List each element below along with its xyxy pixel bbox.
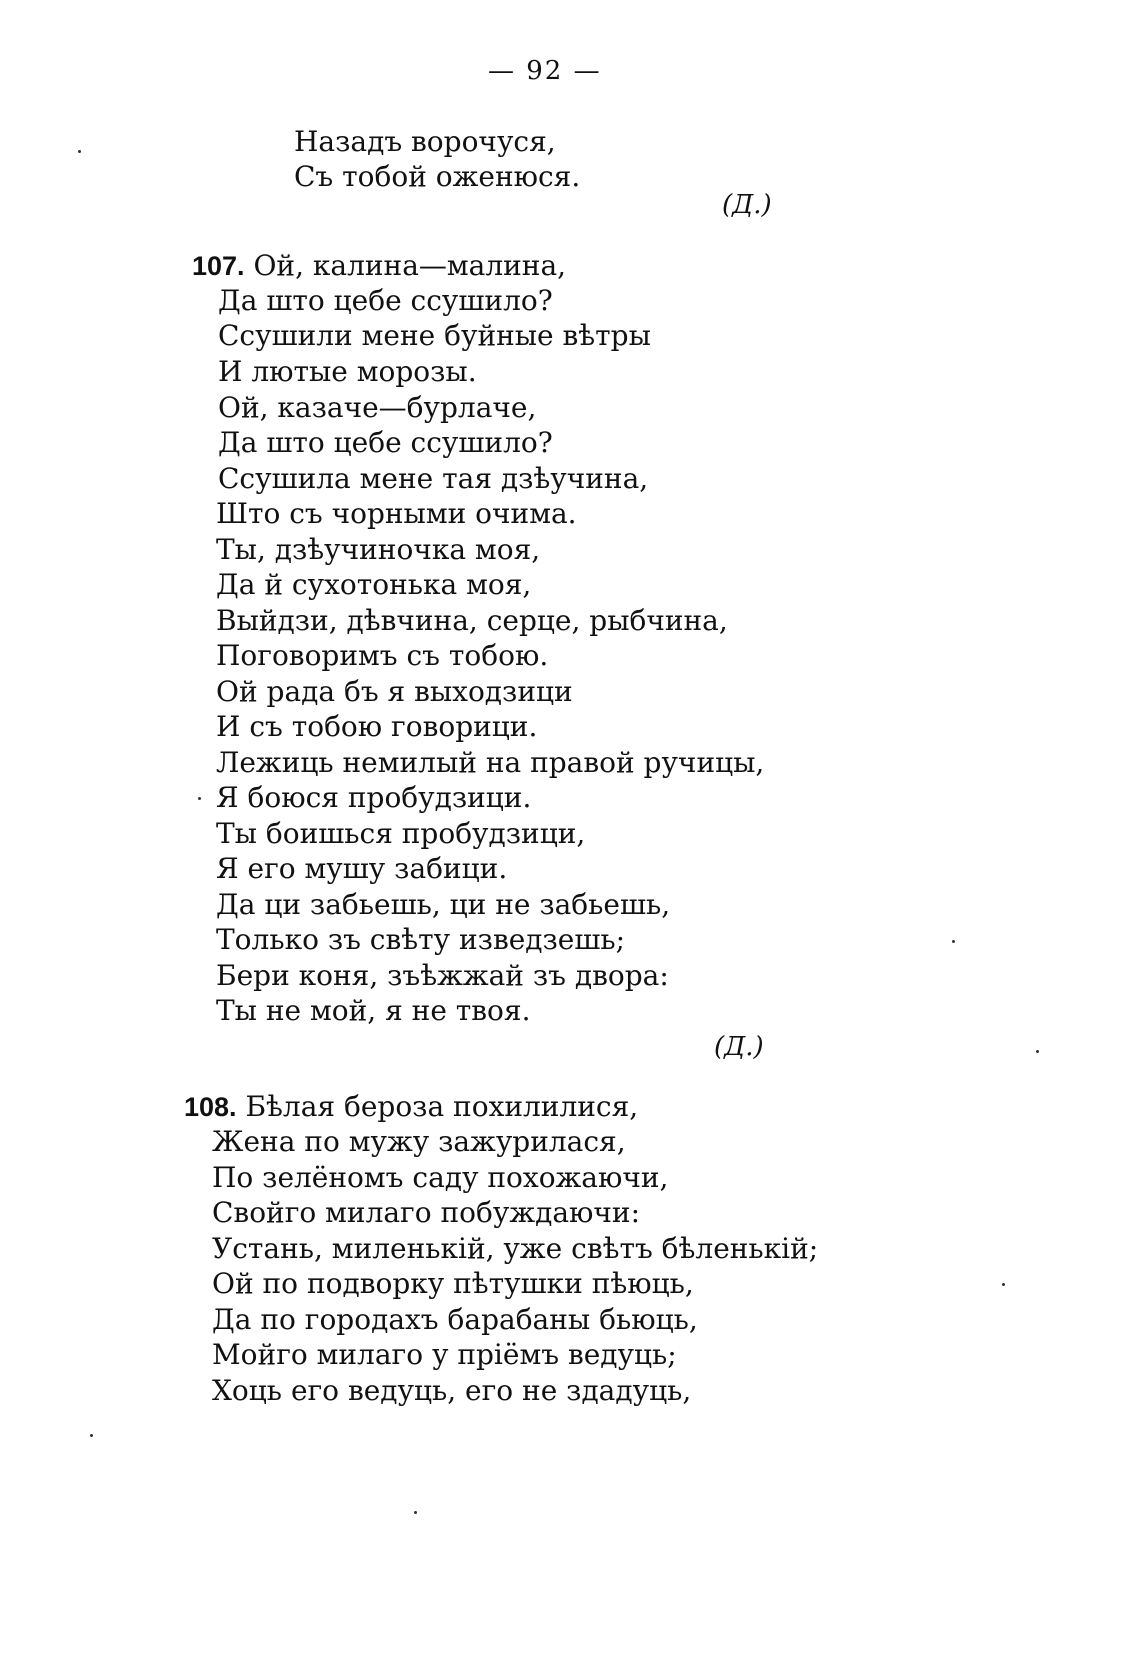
verse-line: Бери коня, зъѣжжай зъ двора: (216, 959, 669, 992)
verse-line: Да ци забьешь, ци не забьешь, (216, 888, 671, 921)
scan-speck (952, 940, 955, 943)
verse-line: Да по городахъ барабаны бьюць, (212, 1303, 698, 1336)
poem-number: 107. (192, 251, 245, 281)
verse-line: Назадъ ворочуся, (294, 125, 556, 158)
source-mark: (Д.) (714, 1032, 764, 1062)
verse-line: Выйдзи, дѣвчина, серце, рыбчина, (216, 604, 728, 637)
verse-line: Только зъ свѣту изведзешь; (216, 923, 626, 956)
verse-line: Ссушили мене буйные вѣтры (218, 319, 651, 352)
scan-speck (1036, 1050, 1039, 1053)
page-number: — 92 — (488, 56, 602, 86)
verse-line: Ой, казаче—бурлаче, (218, 391, 537, 424)
verse-line: Жена по мужу зажурилася, (212, 1125, 626, 1158)
verse-line: И съ тобою говорици. (216, 710, 538, 743)
verse-line: 108. Бѣлая бероза похилилися, (184, 1090, 639, 1123)
verse-line: Хоць его ведуць, его не здадуць, (212, 1374, 692, 1407)
verse-line: Ссушила мене тая дзѣучина, (218, 462, 649, 495)
verse-line: Съ тобой оженюся. (294, 160, 581, 193)
verse-line: Да й сухотонька моя, (216, 568, 532, 601)
verse-line: По зелёномъ саду похожаючи, (212, 1161, 669, 1194)
verse-line: 107. Ой, калина—малина, (192, 249, 567, 282)
verse-line: Да што цебе ссушило? (218, 284, 553, 317)
poem-number: 108. (184, 1092, 237, 1122)
verse-line: Ты не мой, я не твоя. (216, 994, 531, 1027)
verse-line: Ты боишься пробудзици, (216, 817, 586, 850)
scan-speck (414, 1511, 417, 1514)
verse-line: Я боюся пробудзици. (216, 781, 532, 814)
scan-speck (198, 797, 201, 800)
scan-speck (1002, 1283, 1005, 1286)
verse-line: Ой по подворку пѣтушки пѣюць, (212, 1267, 694, 1300)
verse-line: Я его мушу забици. (216, 852, 508, 885)
scan-speck (90, 1434, 93, 1437)
verse-line: Поговоримъ съ тобою. (216, 639, 549, 672)
verse-line: Лежиць немилый на правой ручицы, (216, 746, 765, 779)
verse-line: Мойго милаго у пріёмъ ведуць; (212, 1338, 677, 1371)
verse-line: Да што цебе ссушило? (218, 426, 553, 459)
verse-line: Што съ чорными очима. (216, 497, 577, 530)
verse-line: Ой рада бъ я выходзици (216, 675, 573, 708)
verse-line: Свойго милаго побуждаючи: (212, 1196, 641, 1229)
verse-line: И лютые морозы. (218, 355, 477, 388)
verse-line: Ты, дзѣучиночка моя, (216, 533, 541, 566)
verse-line: Устань, миленькій, уже свѣтъ бѣленькій; (212, 1232, 819, 1265)
source-mark: (Д.) (722, 190, 772, 220)
scan-speck (78, 150, 81, 153)
